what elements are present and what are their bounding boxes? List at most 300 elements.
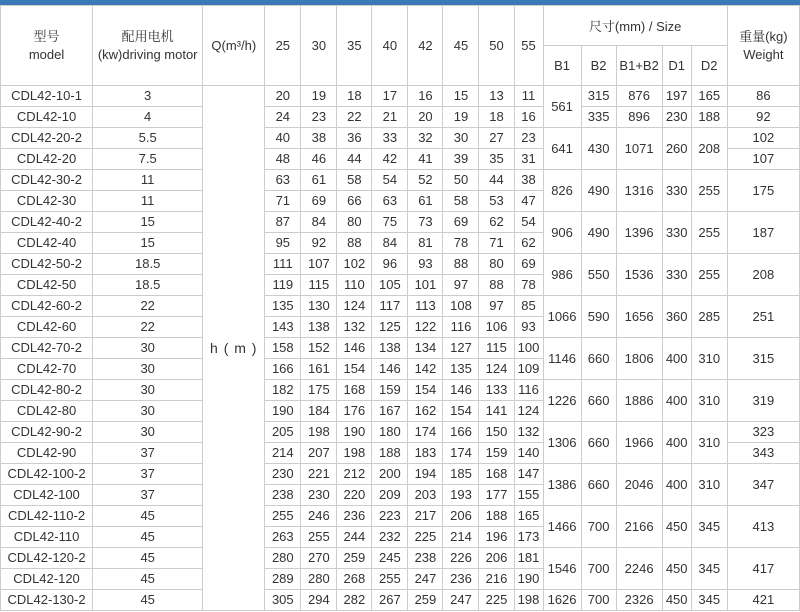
head-value-cell: 113 xyxy=(408,296,443,317)
d1-size-cell: 400 xyxy=(662,422,691,464)
b1b2-size-cell: 1071 xyxy=(616,128,662,170)
head-value-cell: 21 xyxy=(372,107,408,128)
head-value-cell: 305 xyxy=(265,590,301,611)
head-value-cell: 125 xyxy=(372,317,408,338)
table-body xyxy=(1,86,800,611)
head-value-cell: 23 xyxy=(301,107,337,128)
head-value-cell: 122 xyxy=(408,317,443,338)
head-value-cell: 214 xyxy=(265,443,301,464)
b1-size-cell: 986 xyxy=(543,254,581,296)
head-value-cell: 165 xyxy=(514,506,543,527)
motor-power-cell: 15 xyxy=(93,212,203,233)
b1b2-size-cell: 1656 xyxy=(616,296,662,338)
weight-cell: 343 xyxy=(727,443,799,464)
head-value-cell: 18 xyxy=(479,107,514,128)
d2-size-cell: 208 xyxy=(691,128,727,170)
model-cell: CDL42-40-2 xyxy=(1,212,93,233)
col-header-flow-30: 30 xyxy=(301,6,337,86)
d1-size-cell: 400 xyxy=(662,464,691,506)
model-cell: CDL42-120-2 xyxy=(1,548,93,569)
head-value-cell: 259 xyxy=(408,590,443,611)
motor-power-cell: 30 xyxy=(93,359,203,380)
head-value-cell: 71 xyxy=(479,233,514,254)
head-value-cell: 107 xyxy=(301,254,337,275)
head-value-cell: 93 xyxy=(408,254,443,275)
head-value-cell: 255 xyxy=(301,527,337,548)
table-row xyxy=(1,107,800,128)
head-value-cell: 130 xyxy=(301,296,337,317)
head-value-cell: 217 xyxy=(408,506,443,527)
head-value-cell: 270 xyxy=(301,548,337,569)
b1-size-cell: 641 xyxy=(543,128,581,170)
b2-size-cell: 490 xyxy=(581,212,616,254)
col-header-motor-zh: 配用电机 xyxy=(121,28,174,44)
head-value-cell: 154 xyxy=(408,380,443,401)
b1-size-cell: 561 xyxy=(543,86,581,128)
head-value-cell: 31 xyxy=(514,149,543,170)
head-value-cell: 16 xyxy=(514,107,543,128)
model-cell: CDL42-20-2 xyxy=(1,128,93,149)
head-value-cell: 22 xyxy=(337,107,372,128)
head-value-cell: 33 xyxy=(372,128,408,149)
head-value-cell: 38 xyxy=(514,170,543,191)
head-value-cell: 63 xyxy=(372,191,408,212)
motor-power-cell: 15 xyxy=(93,233,203,254)
head-value-cell: 110 xyxy=(337,275,372,296)
motor-power-cell: 3 xyxy=(93,86,203,107)
table-row xyxy=(1,86,800,107)
d2-size-cell: 310 xyxy=(691,422,727,464)
head-value-cell: 247 xyxy=(408,569,443,590)
motor-power-cell: 18.5 xyxy=(93,275,203,296)
weight-cell: 417 xyxy=(727,548,799,590)
head-value-cell: 13 xyxy=(479,86,514,107)
head-value-cell: 203 xyxy=(408,485,443,506)
head-value-cell: 102 xyxy=(337,254,372,275)
b1b2-size-cell: 2246 xyxy=(616,548,662,590)
head-value-cell: 185 xyxy=(443,464,479,485)
head-value-cell: 188 xyxy=(372,443,408,464)
model-cell: CDL42-60 xyxy=(1,317,93,338)
head-value-cell: 30 xyxy=(443,128,479,149)
head-value-cell: 190 xyxy=(514,569,543,590)
head-value-cell: 214 xyxy=(443,527,479,548)
weight-cell: 187 xyxy=(727,212,799,254)
model-cell: CDL42-110-2 xyxy=(1,506,93,527)
d1-size-cell: 260 xyxy=(662,128,691,170)
head-value-cell: 259 xyxy=(337,548,372,569)
head-value-cell: 193 xyxy=(443,485,479,506)
head-value-cell: 196 xyxy=(479,527,514,548)
head-value-cell: 85 xyxy=(514,296,543,317)
motor-power-cell: 22 xyxy=(93,317,203,338)
head-value-cell: 17 xyxy=(372,86,408,107)
head-value-cell: 127 xyxy=(443,338,479,359)
head-value-cell: 15 xyxy=(443,86,479,107)
head-value-cell: 168 xyxy=(479,464,514,485)
col-header-weight xyxy=(727,6,799,86)
head-value-cell: 225 xyxy=(408,527,443,548)
d2-size-cell: 310 xyxy=(691,464,727,506)
b2-size-cell: 700 xyxy=(581,590,616,611)
col-header-flow-50: 50 xyxy=(479,6,514,86)
d1-size-cell: 197 xyxy=(662,86,691,107)
b1b2-size-cell: 2046 xyxy=(616,464,662,506)
head-value-cell: 101 xyxy=(408,275,443,296)
head-value-cell: 162 xyxy=(408,401,443,422)
col-header-b1-plus-b2: B1+B2 xyxy=(616,46,662,86)
d1-size-cell: 330 xyxy=(662,254,691,296)
motor-power-cell: 45 xyxy=(93,590,203,611)
head-value-cell: 84 xyxy=(372,233,408,254)
col-header-flow-45: 45 xyxy=(443,6,479,86)
weight-cell: 413 xyxy=(727,506,799,548)
head-value-cell: 23 xyxy=(514,128,543,149)
b1b2-size-cell: 1536 xyxy=(616,254,662,296)
head-value-cell: 206 xyxy=(443,506,479,527)
head-value-cell: 205 xyxy=(265,422,301,443)
col-header-flow-25: 25 xyxy=(265,6,301,86)
table-row xyxy=(1,338,800,359)
b1-size-cell: 1386 xyxy=(543,464,581,506)
model-cell: CDL42-80 xyxy=(1,401,93,422)
head-value-cell: 225 xyxy=(479,590,514,611)
head-value-cell: 184 xyxy=(301,401,337,422)
head-value-cell: 245 xyxy=(372,548,408,569)
head-value-cell: 108 xyxy=(443,296,479,317)
head-value-cell: 140 xyxy=(514,443,543,464)
d1-size-cell: 230 xyxy=(662,107,691,128)
head-value-cell: 206 xyxy=(479,548,514,569)
col-header-d2: D2 xyxy=(691,46,727,86)
head-value-cell: 141 xyxy=(479,401,514,422)
motor-power-cell: 30 xyxy=(93,380,203,401)
d2-size-cell: 255 xyxy=(691,170,727,212)
col-header-weight-en: Weight xyxy=(743,46,784,62)
d2-size-cell: 345 xyxy=(691,590,727,611)
b1b2-size-cell: 1806 xyxy=(616,338,662,380)
head-value-cell: 198 xyxy=(514,590,543,611)
weight-cell: 86 xyxy=(727,86,799,107)
col-header-flow-55: 55 xyxy=(514,6,543,86)
b1b2-size-cell: 2166 xyxy=(616,506,662,548)
head-value-cell: 73 xyxy=(408,212,443,233)
head-value-cell: 88 xyxy=(443,254,479,275)
head-value-cell: 115 xyxy=(301,275,337,296)
motor-power-cell: 37 xyxy=(93,464,203,485)
b2-size-cell: 660 xyxy=(581,464,616,506)
head-value-cell: 146 xyxy=(372,359,408,380)
col-header-motor xyxy=(93,6,203,86)
head-value-cell: 61 xyxy=(408,191,443,212)
head-value-cell: 132 xyxy=(337,317,372,338)
head-value-cell: 115 xyxy=(479,338,514,359)
head-value-cell: 69 xyxy=(514,254,543,275)
head-value-cell: 40 xyxy=(265,128,301,149)
head-value-cell: 58 xyxy=(443,191,479,212)
model-cell: CDL42-90 xyxy=(1,443,93,464)
weight-cell: 208 xyxy=(727,254,799,296)
head-value-cell: 177 xyxy=(479,485,514,506)
head-value-cell: 294 xyxy=(301,590,337,611)
model-cell: CDL42-30 xyxy=(1,191,93,212)
spec-table xyxy=(0,5,800,611)
b2-size-cell: 660 xyxy=(581,380,616,422)
head-value-cell: 166 xyxy=(265,359,301,380)
model-cell: CDL42-50-2 xyxy=(1,254,93,275)
head-value-cell: 190 xyxy=(337,422,372,443)
head-value-cell: 142 xyxy=(408,359,443,380)
head-value-cell: 247 xyxy=(443,590,479,611)
head-value-cell: 159 xyxy=(479,443,514,464)
model-cell: CDL42-80-2 xyxy=(1,380,93,401)
head-value-cell: 92 xyxy=(301,233,337,254)
head-value-cell: 53 xyxy=(479,191,514,212)
b2-size-cell: 315 xyxy=(581,86,616,107)
head-value-cell: 39 xyxy=(443,149,479,170)
d1-size-cell: 450 xyxy=(662,548,691,590)
head-value-cell: 41 xyxy=(408,149,443,170)
head-value-cell: 88 xyxy=(479,275,514,296)
head-value-cell: 50 xyxy=(443,170,479,191)
b2-size-cell: 660 xyxy=(581,422,616,464)
head-value-cell: 146 xyxy=(443,380,479,401)
b2-size-cell: 335 xyxy=(581,107,616,128)
b2-size-cell: 700 xyxy=(581,548,616,590)
table-row xyxy=(1,548,800,569)
d2-size-cell: 165 xyxy=(691,86,727,107)
motor-power-cell: 45 xyxy=(93,527,203,548)
b2-size-cell: 660 xyxy=(581,338,616,380)
head-value-cell: 289 xyxy=(265,569,301,590)
col-header-flow-42: 42 xyxy=(408,6,443,86)
model-cell: CDL42-20 xyxy=(1,149,93,170)
head-value-cell: 44 xyxy=(479,170,514,191)
head-value-cell: 52 xyxy=(408,170,443,191)
head-value-cell: 175 xyxy=(301,380,337,401)
head-value-cell: 150 xyxy=(479,422,514,443)
d2-size-cell: 345 xyxy=(691,548,727,590)
motor-power-cell: 4 xyxy=(93,107,203,128)
head-value-cell: 58 xyxy=(337,170,372,191)
b2-size-cell: 550 xyxy=(581,254,616,296)
col-header-b2: B2 xyxy=(581,46,616,86)
motor-power-cell: 30 xyxy=(93,422,203,443)
head-value-cell: 62 xyxy=(514,233,543,254)
head-value-cell: 174 xyxy=(408,422,443,443)
head-value-cell: 16 xyxy=(408,86,443,107)
model-cell: CDL42-90-2 xyxy=(1,422,93,443)
head-value-cell: 221 xyxy=(301,464,337,485)
head-value-cell: 63 xyxy=(265,170,301,191)
head-value-cell: 198 xyxy=(301,422,337,443)
head-value-cell: 216 xyxy=(479,569,514,590)
motor-power-cell: 30 xyxy=(93,338,203,359)
table-row xyxy=(1,590,800,611)
head-value-cell: 42 xyxy=(372,149,408,170)
b1b2-size-cell: 1966 xyxy=(616,422,662,464)
b1-size-cell: 906 xyxy=(543,212,581,254)
head-value-cell: 174 xyxy=(443,443,479,464)
table-row xyxy=(1,212,800,233)
model-cell: CDL42-60-2 xyxy=(1,296,93,317)
b1b2-size-cell: 1316 xyxy=(616,170,662,212)
head-value-cell: 78 xyxy=(443,233,479,254)
col-header-model-en: model xyxy=(28,46,65,62)
motor-power-cell: 37 xyxy=(93,485,203,506)
head-value-cell: 20 xyxy=(408,107,443,128)
d1-size-cell: 330 xyxy=(662,212,691,254)
head-value-cell: 207 xyxy=(301,443,337,464)
head-value-cell: 232 xyxy=(372,527,408,548)
table-row xyxy=(1,254,800,275)
head-value-cell: 19 xyxy=(443,107,479,128)
head-value-cell: 166 xyxy=(443,422,479,443)
head-value-cell: 147 xyxy=(514,464,543,485)
model-cell: CDL42-10-1 xyxy=(1,86,93,107)
weight-cell: 107 xyxy=(727,149,799,170)
head-value-cell: 238 xyxy=(408,548,443,569)
head-value-cell: 152 xyxy=(301,338,337,359)
d2-size-cell: 255 xyxy=(691,212,727,254)
head-value-cell: 24 xyxy=(265,107,301,128)
head-value-cell: 81 xyxy=(408,233,443,254)
table-row xyxy=(1,464,800,485)
b1b2-size-cell: 876 xyxy=(616,86,662,107)
head-value-cell: 44 xyxy=(337,149,372,170)
model-cell: CDL42-100-2 xyxy=(1,464,93,485)
b2-size-cell: 490 xyxy=(581,170,616,212)
head-value-cell: 154 xyxy=(443,401,479,422)
head-value-cell: 20 xyxy=(265,86,301,107)
head-value-cell: 230 xyxy=(301,485,337,506)
head-value-cell: 111 xyxy=(265,254,301,275)
head-value-cell: 75 xyxy=(372,212,408,233)
weight-cell: 319 xyxy=(727,380,799,422)
motor-power-cell: 45 xyxy=(93,548,203,569)
head-value-cell: 54 xyxy=(514,212,543,233)
b2-size-cell: 430 xyxy=(581,128,616,170)
head-value-cell: 124 xyxy=(337,296,372,317)
model-cell: CDL42-110 xyxy=(1,527,93,548)
head-value-cell: 116 xyxy=(514,380,543,401)
head-value-cell: 69 xyxy=(301,191,337,212)
head-value-cell: 244 xyxy=(337,527,372,548)
col-header-motor-en: (kw)driving motor xyxy=(97,46,198,62)
model-cell: CDL42-130-2 xyxy=(1,590,93,611)
head-value-cell: 230 xyxy=(265,464,301,485)
d1-size-cell: 400 xyxy=(662,338,691,380)
head-value-cell: 155 xyxy=(514,485,543,506)
b1-size-cell: 1546 xyxy=(543,548,581,590)
head-value-cell: 95 xyxy=(265,233,301,254)
head-value-cell: 18 xyxy=(337,86,372,107)
b1b2-size-cell: 1886 xyxy=(616,380,662,422)
head-value-cell: 97 xyxy=(443,275,479,296)
head-value-cell: 194 xyxy=(408,464,443,485)
d1-size-cell: 450 xyxy=(662,590,691,611)
head-value-cell: 138 xyxy=(301,317,337,338)
head-value-cell: 62 xyxy=(479,212,514,233)
head-value-cell: 220 xyxy=(337,485,372,506)
head-value-cell: 167 xyxy=(372,401,408,422)
head-value-cell: 69 xyxy=(443,212,479,233)
table-row xyxy=(1,128,800,149)
model-cell: CDL42-100 xyxy=(1,485,93,506)
model-cell: CDL42-30-2 xyxy=(1,170,93,191)
b1-size-cell: 1306 xyxy=(543,422,581,464)
head-unit-cell: h ( m ) xyxy=(203,86,265,611)
b2-size-cell: 590 xyxy=(581,296,616,338)
weight-cell: 421 xyxy=(727,590,799,611)
head-value-cell: 190 xyxy=(265,401,301,422)
head-value-cell: 78 xyxy=(514,275,543,296)
motor-power-cell: 11 xyxy=(93,191,203,212)
head-value-cell: 119 xyxy=(265,275,301,296)
head-value-cell: 255 xyxy=(265,506,301,527)
head-value-cell: 188 xyxy=(479,506,514,527)
model-cell: CDL42-50 xyxy=(1,275,93,296)
head-value-cell: 236 xyxy=(443,569,479,590)
col-header-d1: D1 xyxy=(662,46,691,86)
motor-power-cell: 18.5 xyxy=(93,254,203,275)
d2-size-cell: 188 xyxy=(691,107,727,128)
head-value-cell: 182 xyxy=(265,380,301,401)
head-value-cell: 46 xyxy=(301,149,337,170)
weight-cell: 175 xyxy=(727,170,799,212)
head-value-cell: 280 xyxy=(265,548,301,569)
head-value-cell: 124 xyxy=(514,401,543,422)
weight-cell: 102 xyxy=(727,128,799,149)
head-value-cell: 263 xyxy=(265,527,301,548)
head-value-cell: 116 xyxy=(443,317,479,338)
b1-size-cell: 1466 xyxy=(543,506,581,548)
b1-size-cell: 1626 xyxy=(543,590,581,611)
head-value-cell: 19 xyxy=(301,86,337,107)
head-value-cell: 32 xyxy=(408,128,443,149)
head-value-cell: 38 xyxy=(301,128,337,149)
model-cell: CDL42-70-2 xyxy=(1,338,93,359)
head-value-cell: 158 xyxy=(265,338,301,359)
d1-size-cell: 450 xyxy=(662,506,691,548)
head-value-cell: 280 xyxy=(301,569,337,590)
head-value-cell: 173 xyxy=(514,527,543,548)
head-value-cell: 159 xyxy=(372,380,408,401)
table-row xyxy=(1,380,800,401)
head-value-cell: 180 xyxy=(372,422,408,443)
head-value-cell: 282 xyxy=(337,590,372,611)
d1-size-cell: 330 xyxy=(662,170,691,212)
col-header-weight-zh: 重量(kg) xyxy=(739,28,788,44)
head-value-cell: 48 xyxy=(265,149,301,170)
head-value-cell: 209 xyxy=(372,485,408,506)
model-cell: CDL42-120 xyxy=(1,569,93,590)
head-value-cell: 54 xyxy=(372,170,408,191)
head-value-cell: 100 xyxy=(514,338,543,359)
head-value-cell: 181 xyxy=(514,548,543,569)
table-header xyxy=(1,6,800,86)
head-value-cell: 47 xyxy=(514,191,543,212)
d2-size-cell: 285 xyxy=(691,296,727,338)
table-row xyxy=(1,506,800,527)
motor-power-cell: 5.5 xyxy=(93,128,203,149)
head-value-cell: 105 xyxy=(372,275,408,296)
model-cell: CDL42-10 xyxy=(1,107,93,128)
weight-cell: 92 xyxy=(727,107,799,128)
head-value-cell: 267 xyxy=(372,590,408,611)
motor-power-cell: 45 xyxy=(93,569,203,590)
table-row xyxy=(1,170,800,191)
